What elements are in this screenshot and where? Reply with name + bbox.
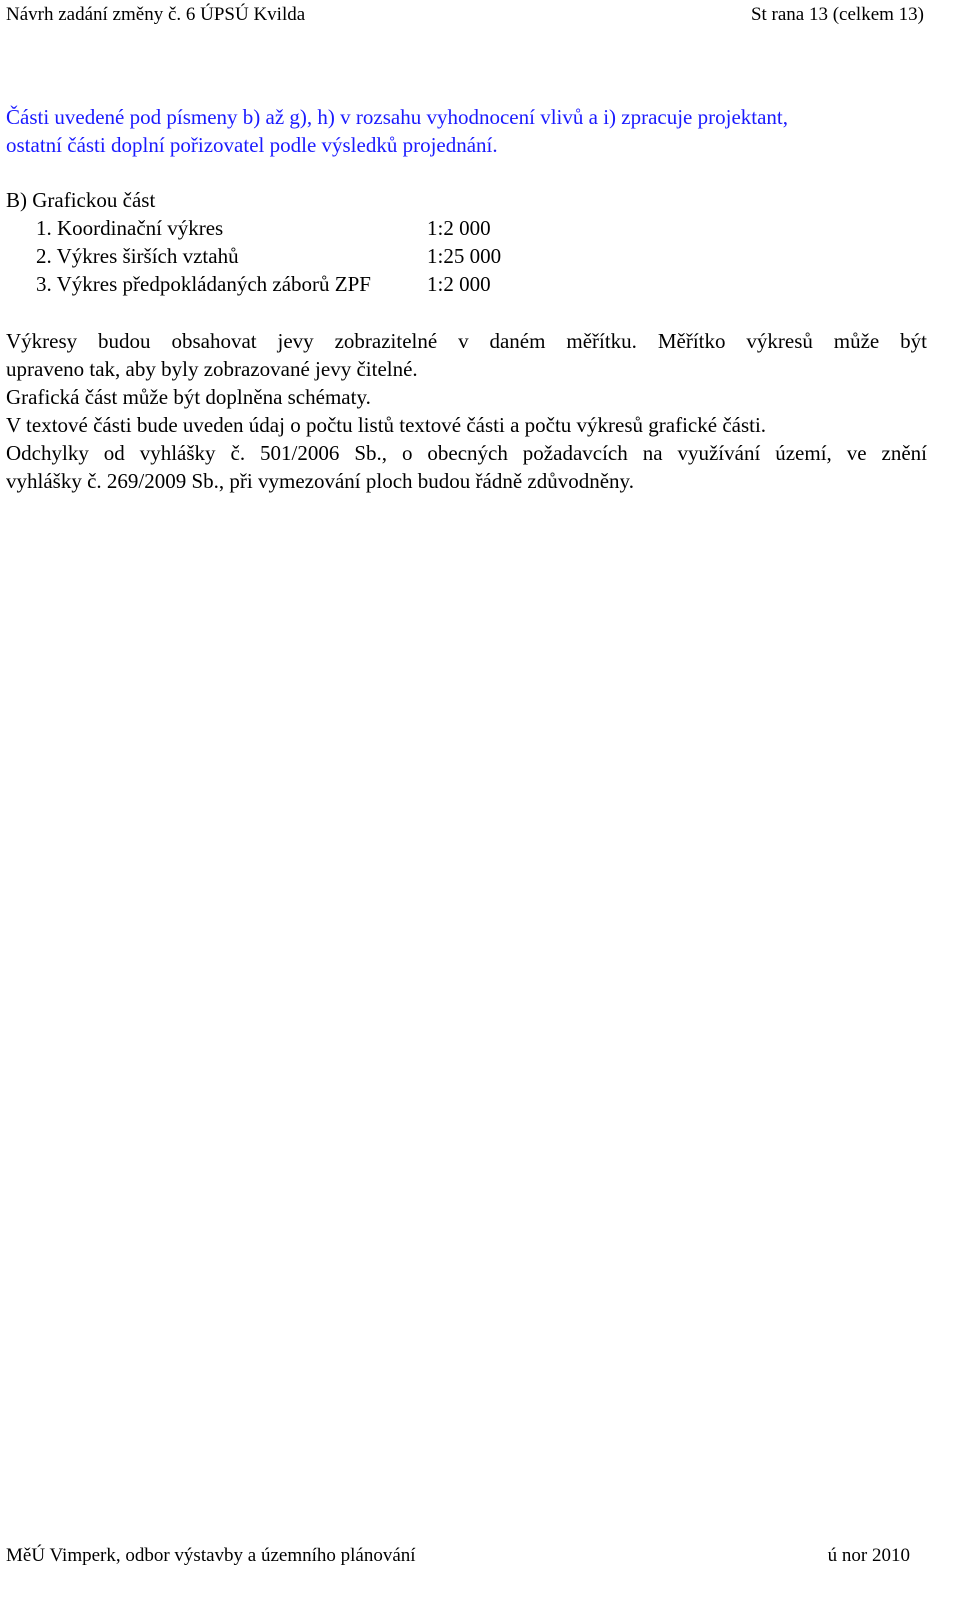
intro-line: ostatní části doplní pořizovatel podle výsledků projednání.	[6, 133, 498, 157]
office-name: MěÚ Vimperk, odbor výstavby a územního plánování	[6, 1545, 416, 1566]
intro-line: Části uvedené pod písmeny b) až g), h) v rozsahu vyhodnocení vlivů a i) zpracuje projektant,	[6, 105, 789, 129]
page-number: St rana 13 (celkem 13)	[750, 4, 924, 25]
drawing-scale: 1:2 000	[427, 216, 491, 240]
drawing-list-item	[6, 214, 926, 242]
document-date: ú nor 2010	[827, 1545, 910, 1566]
text-line: V textové části bude uveden údaj o počtu listů textové části a počtu výkresů grafické části.	[6, 413, 767, 437]
section-title: B) Grafickou část	[6, 188, 156, 212]
drawing-scale: 1:25 000	[427, 244, 502, 268]
text-line: Výkresy budou obsahovat jevy zobrazitelné v daném měřítku. Měřítko výkresů může být	[6, 329, 927, 353]
intro-paragraph	[6, 103, 926, 159]
document-title: Návrh zadání změny č. 6 ÚPSÚ Kvilda	[6, 4, 306, 25]
drawing-scale: 1:2 000	[427, 272, 491, 296]
requirements-text	[6, 327, 927, 495]
drawing-list-item	[6, 242, 926, 270]
text-line: Grafická část může být doplněna schématy.	[6, 385, 371, 409]
drawing-list-item	[6, 270, 926, 298]
text-line: vyhlášky č. 269/2009 Sb., při vymezování ploch budou řádně zdůvodněny.	[6, 469, 634, 493]
drawing-name: 1. Koordinační výkres	[36, 216, 224, 240]
text-line: upraveno tak, aby byly zobrazované jevy čitelné.	[6, 357, 418, 381]
page-header	[6, 2, 924, 28]
text-line: Odchylky od vyhlášky č. 501/2006 Sb., o obecných požadavcích na využívání území, ve znění	[6, 441, 927, 465]
graphic-part-section	[6, 186, 926, 298]
page-footer	[6, 1543, 910, 1569]
drawing-name: 2. Výkres širších vztahů	[36, 244, 239, 268]
drawing-name: 3. Výkres předpokládaných záborů ZPF	[36, 272, 371, 296]
